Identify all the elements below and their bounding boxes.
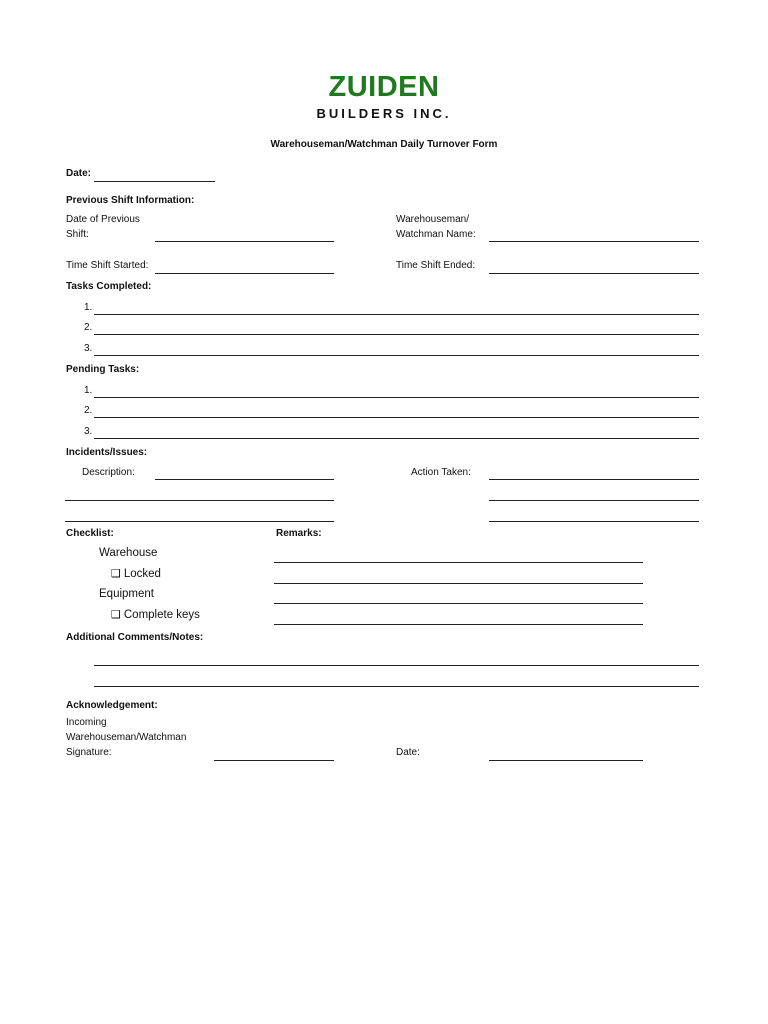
pending-tasks-heading: Pending Tasks: (66, 364, 140, 375)
form-title: Warehouseman/Watchman Daily Turnover Form (270, 139, 498, 150)
checklist-heading: Checklist: (66, 528, 114, 539)
tasks-completed-line[interactable] (94, 334, 699, 335)
description-line[interactable] (155, 479, 334, 480)
watchman-name-line[interactable] (489, 241, 699, 242)
checklist-item-locked[interactable] (111, 567, 161, 582)
previous-shift-date-label: Date of Previous Shift: (66, 214, 140, 240)
time-shift-started-label: Time Shift Started: (66, 260, 149, 271)
time-shift-ended-label: Time Shift Ended: (396, 260, 476, 271)
checklist-item-label: Locked (123, 568, 161, 580)
action-taken-line[interactable] (489, 500, 699, 501)
acknowledgement-date-label: Date: (396, 747, 420, 758)
signature-line[interactable] (214, 760, 334, 761)
date-label: Date: (66, 168, 92, 179)
action-taken-line[interactable] (489, 479, 699, 480)
remarks-line[interactable] (274, 603, 643, 604)
tasks-completed-heading: Tasks Completed: (66, 281, 152, 292)
description-label: Description: (82, 467, 135, 478)
pending-tasks-item-number: 2. (84, 405, 93, 416)
pending-tasks-line[interactable] (94, 417, 699, 418)
tasks-completed-line[interactable] (94, 355, 699, 356)
pending-tasks-line[interactable] (94, 397, 699, 398)
additional-comments-heading: Additional Comments/Notes: (66, 632, 204, 643)
checkbox-icon[interactable]: ❑ (111, 568, 121, 580)
company-logo-name: ZUIDEN (328, 71, 440, 103)
incoming-signature-label: Incoming Warehouseman/Watchman Signature: (66, 717, 187, 758)
action-taken-line[interactable] (489, 521, 699, 522)
checklist-warehouse-label: Warehouse (99, 547, 158, 559)
checklist-equipment-label: Equipment (99, 588, 154, 600)
checkbox-icon[interactable]: ❑ (111, 609, 121, 621)
comments-line[interactable] (94, 665, 699, 666)
remarks-heading: Remarks: (276, 528, 322, 539)
description-line[interactable] (65, 521, 334, 522)
tasks-completed-item-number: 2. (84, 322, 93, 333)
previous-shift-heading: Previous Shift Information: (66, 195, 195, 206)
comments-line[interactable] (94, 686, 699, 687)
tasks-completed-item-number: 1. (84, 302, 93, 313)
action-taken-label: Action Taken: (411, 467, 471, 478)
acknowledgement-date-line[interactable] (489, 760, 643, 761)
time-shift-started-line[interactable] (155, 273, 334, 274)
acknowledgement-heading: Acknowledgement: (66, 700, 158, 711)
watchman-name-label: Warehouseman/ Watchman Name: (396, 214, 476, 240)
checklist-item-label: Complete keys (123, 609, 200, 621)
incidents-heading: Incidents/Issues: (66, 447, 148, 458)
checklist-item-complete-keys[interactable] (111, 608, 200, 623)
remarks-line[interactable] (274, 562, 643, 563)
pending-tasks-line[interactable] (94, 438, 699, 439)
tasks-completed-line[interactable] (94, 314, 699, 315)
company-logo-subtitle: BUILDERS INC. (316, 106, 452, 121)
remarks-line[interactable] (274, 583, 643, 584)
tasks-completed-item-number: 3. (84, 343, 93, 354)
date-field-line[interactable] (94, 181, 215, 182)
time-shift-ended-line[interactable] (489, 273, 699, 274)
previous-shift-date-line[interactable] (155, 241, 334, 242)
pending-tasks-item-number: 3. (84, 426, 93, 437)
pending-tasks-item-number: 1. (84, 385, 93, 396)
description-line[interactable] (65, 500, 334, 501)
remarks-line[interactable] (274, 624, 643, 625)
